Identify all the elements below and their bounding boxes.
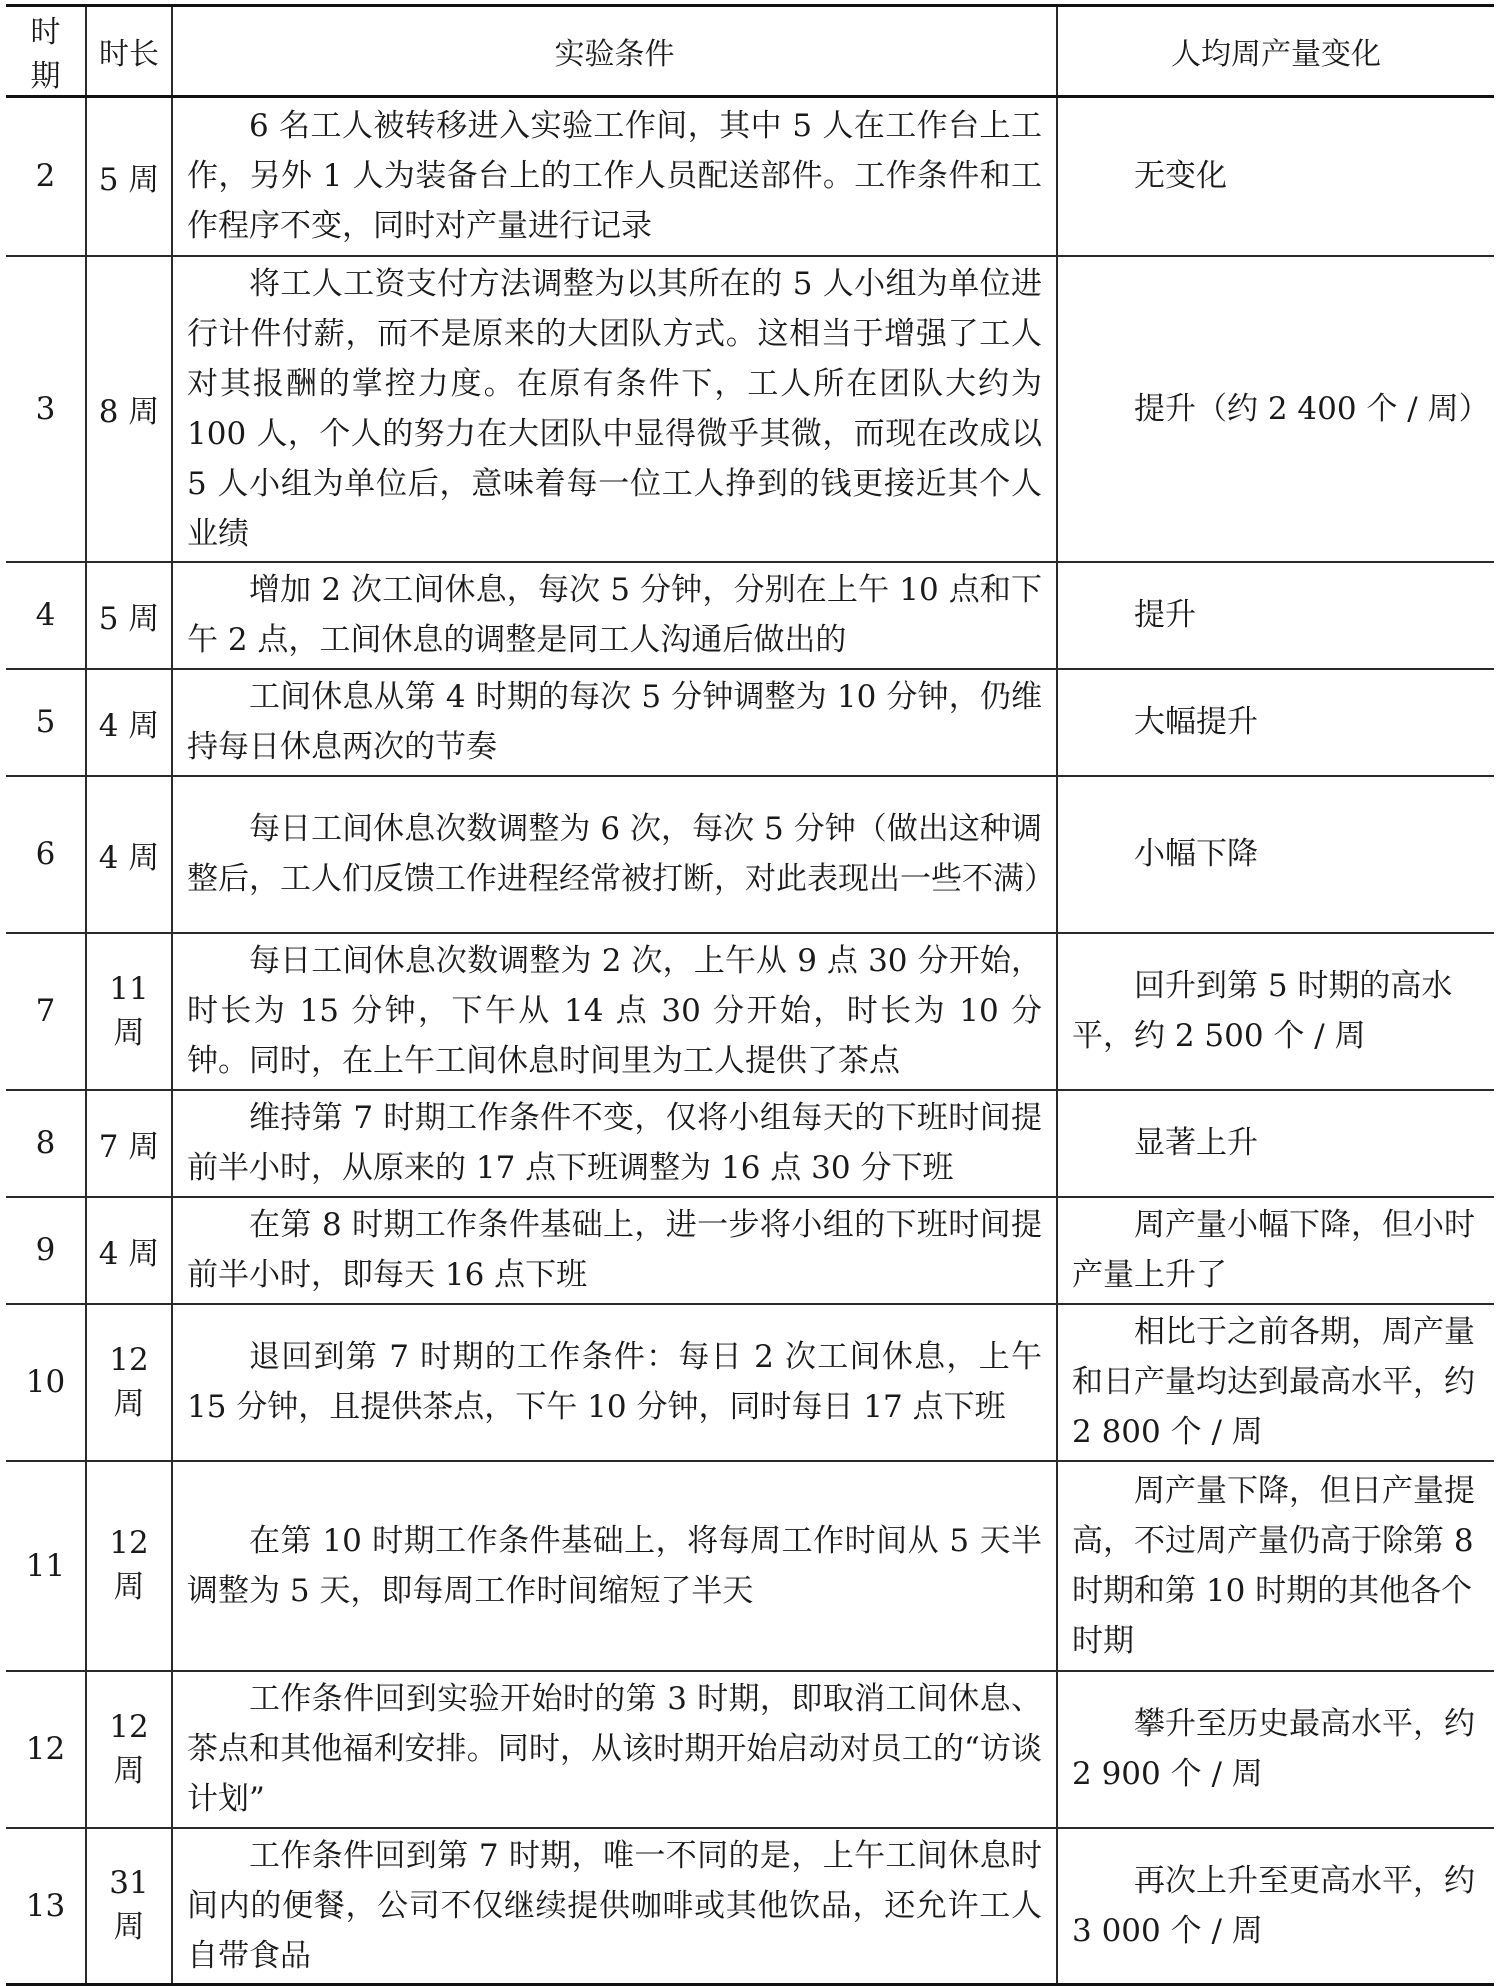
- condition-cell: [172, 1671, 1057, 1828]
- change-cell: [1057, 562, 1494, 669]
- change-cell: [1057, 1304, 1494, 1461]
- condition-cell: [172, 1090, 1057, 1197]
- experiment-table: [6, 4, 1494, 1986]
- duration-cell: 4 周: [86, 1197, 172, 1304]
- period-cell: 13: [6, 1828, 86, 1985]
- change-text: 大幅提升: [1134, 704, 1258, 740]
- duration-cell: 4 周: [86, 669, 172, 776]
- condition-text: 工作条件回到实验开始时的第 3 时期，即取消工间休息、茶点和其他福利安排。同时，从该时期开始启动对员工的“访谈计划”: [187, 1681, 1042, 1817]
- condition-text: 每日工间休息次数调整为 2 次，上午从 9 点 30 分开始，时长为 15 分钟，下午从 14 点 30 分开始，时长为 10 分钟。同时，在上午工间休息时间里为工人提供了茶点: [187, 943, 1042, 1079]
- condition-text: 工作条件回到第 7 时期，唯一不同的是，上午工间休息时间内的便餐，公司不仅继续提供咖啡或其他饮品，还允许工人自带食品: [187, 1837, 1042, 1974]
- change-text: 显著上升: [1134, 1125, 1258, 1161]
- change-text: 相比于之前各期，周产量和日产量均达到最高水平，约 2 800 个 / 周: [1072, 1314, 1475, 1450]
- header-period: 时期: [6, 6, 86, 97]
- period-cell: 12: [6, 1671, 86, 1828]
- period-cell: 7: [6, 933, 86, 1090]
- change-text: 无变化: [1134, 158, 1227, 195]
- table-body: [6, 97, 1494, 1985]
- table-row: [6, 669, 1494, 776]
- condition-cell: [172, 1828, 1057, 1985]
- header-change: 人均周产量变化: [1057, 6, 1494, 97]
- table-header: [6, 6, 1494, 97]
- table-row: [6, 933, 1494, 1090]
- change-cell: [1057, 669, 1494, 776]
- condition-cell: [172, 1197, 1057, 1304]
- condition-cell: [172, 562, 1057, 669]
- duration-cell: 31 周: [86, 1828, 172, 1985]
- duration-cell: 8 周: [86, 256, 172, 562]
- change-text: 回升到第 5 时期的高水平，约 2 500 个 / 周: [1072, 968, 1453, 1054]
- header-row: [6, 6, 1494, 97]
- condition-cell: [172, 97, 1057, 256]
- period-cell: 10: [6, 1304, 86, 1461]
- change-cell: [1057, 1461, 1494, 1671]
- change-text: 提升（约 2 400 个 / 周）: [1134, 390, 1490, 427]
- duration-cell: 5 周: [86, 97, 172, 256]
- duration-cell: 12 周: [86, 1461, 172, 1671]
- table-row: [6, 562, 1494, 669]
- duration-cell: 7 周: [86, 1090, 172, 1197]
- table-row: [6, 1304, 1494, 1461]
- change-cell: [1057, 776, 1494, 933]
- change-text: 小幅下降: [1134, 836, 1258, 872]
- condition-cell: [172, 669, 1057, 776]
- period-cell: 2: [6, 97, 86, 256]
- change-cell: [1057, 97, 1494, 256]
- change-cell: [1057, 1090, 1494, 1197]
- condition-cell: [172, 933, 1057, 1090]
- header-condition: 实验条件: [172, 6, 1057, 97]
- change-cell: [1057, 256, 1494, 562]
- condition-text: 增加 2 次工间休息，每次 5 分钟，分别在上午 10 点和下午 2 点，工间休息的调整是同工人沟通后做出的: [187, 572, 1042, 658]
- period-cell: 4: [6, 562, 86, 669]
- table-row: [6, 97, 1494, 256]
- period-cell: 5: [6, 669, 86, 776]
- period-cell: 6: [6, 776, 86, 933]
- condition-text: 工间休息从第 4 时期的每次 5 分钟调整为 10 分钟，仍维持每日休息两次的节奏: [187, 679, 1042, 765]
- condition-cell: [172, 1461, 1057, 1671]
- condition-text: 维持第 7 时期工作条件不变，仅将小组每天的下班时间提前半小时，从原来的 17 点下班调整为 16 点 30 分下班: [187, 1100, 1042, 1186]
- condition-cell: [172, 776, 1057, 933]
- change-cell: [1057, 1197, 1494, 1304]
- change-text: 攀升至历史最高水平，约 2 900 个 / 周: [1072, 1706, 1475, 1792]
- duration-cell: 4 周: [86, 776, 172, 933]
- condition-text: 在第 10 时期工作条件基础上，将每周工作时间从 5 天半调整为 5 天，即每周工作时间缩短了半天: [187, 1522, 1042, 1609]
- change-text: 再次上升至更高水平，约 3 000 个 / 周: [1072, 1862, 1475, 1949]
- table-row: [6, 1461, 1494, 1671]
- duration-cell: 5 周: [86, 562, 172, 669]
- change-cell: [1057, 1671, 1494, 1828]
- condition-text: 将工人工资支付方法调整为以其所在的 5 人小组为单位进行计件付薪，而不是原来的大团队方式。这相当于增强了工人对其报酬的掌控力度。在原有条件下，工人所在团队大约为 100 人，个人的努力在大团队中显得微乎其微，而现在改成以 5 人小组为单位后，意味着每一位工人挣到的钱更接近其个人业绩: [187, 265, 1042, 552]
- table-row: [6, 1828, 1494, 1985]
- condition-text: 退回到第 7 时期的工作条件：每日 2 次工间休息，上午 15 分钟，且提供茶点，下午 10 分钟，同时每日 17 点下班: [187, 1339, 1042, 1425]
- period-cell: 9: [6, 1197, 86, 1304]
- condition-text: 每日工间休息次数调整为 6 次，每次 5 分钟（做出这种调整后，工人们反馈工作进程经常被打断，对此表现出一些不满）: [187, 811, 1055, 897]
- table-row: [6, 256, 1494, 562]
- change-cell: [1057, 933, 1494, 1090]
- table-row: [6, 1090, 1494, 1197]
- change-text: 提升: [1134, 597, 1196, 633]
- condition-text: 在第 8 时期工作条件基础上，进一步将小组的下班时间提前半小时，即每天 16 点下班: [187, 1207, 1042, 1293]
- duration-cell: 11 周: [86, 933, 172, 1090]
- change-text: 周产量下降，但日产量提高，不过周产量仍高于除第 8 时期和第 10 时期的其他各个时期: [1072, 1472, 1475, 1659]
- header-duration: 时长: [86, 6, 172, 97]
- condition-cell: [172, 1304, 1057, 1461]
- change-cell: [1057, 1828, 1494, 1985]
- period-cell: 8: [6, 1090, 86, 1197]
- condition-text: 6 名工人被转移进入实验工作间，其中 5 人在工作台上工作，另外 1 人为装备台上的工作人员配送部件。工作条件和工作程序不变，同时对产量进行记录: [187, 108, 1042, 245]
- change-text: 周产量小幅下降，但小时产量上升了: [1072, 1207, 1475, 1293]
- period-cell: 11: [6, 1461, 86, 1671]
- condition-cell: [172, 256, 1057, 562]
- table-row: [6, 1671, 1494, 1828]
- table-row: [6, 776, 1494, 933]
- duration-cell: 12 周: [86, 1671, 172, 1828]
- period-cell: 3: [6, 256, 86, 562]
- duration-cell: 12 周: [86, 1304, 172, 1461]
- table-row: [6, 1197, 1494, 1304]
